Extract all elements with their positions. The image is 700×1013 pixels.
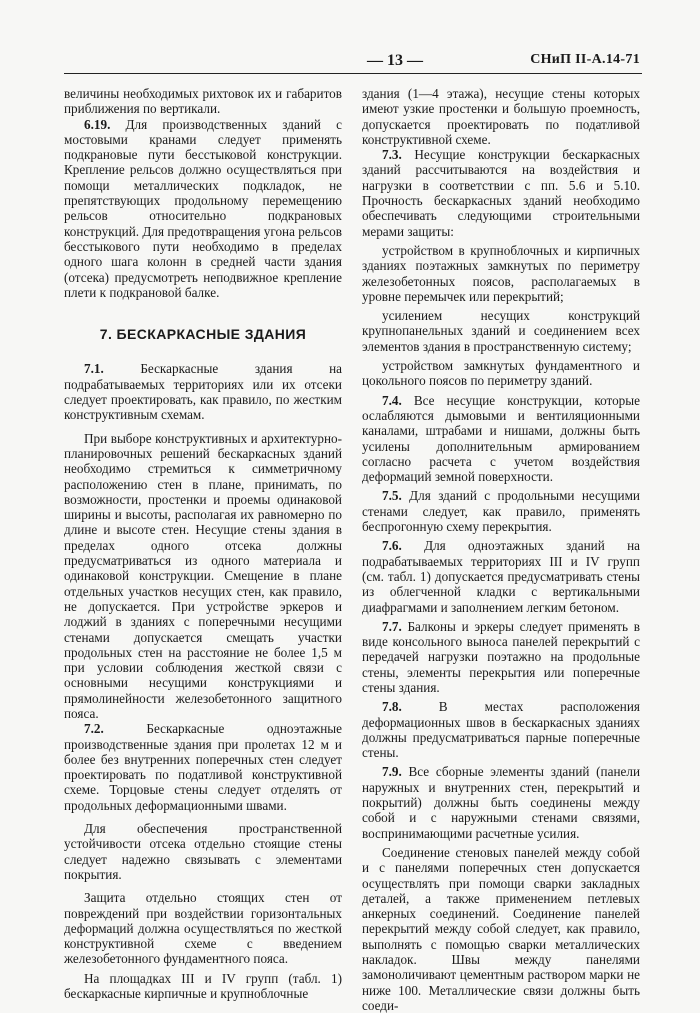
clause-text: Бескаркасные одноэтажные производственные здания при пролетах 12 м и более без внутренних поперечных стен следует проектировать по податливой конструктивной схеме. Торцовые стены следует отделять от продольных деформационными швами. xyxy=(64,721,342,813)
clause-7-4 xyxy=(362,393,640,485)
right-column xyxy=(362,86,640,1013)
clause-7-5 xyxy=(362,488,640,534)
clause-7-6 xyxy=(362,538,640,614)
clause-number: 7.5. xyxy=(382,488,402,504)
clause-number: 7.8. xyxy=(382,699,402,715)
clause-text: Все несущие конструкции, которые ослабляются дымовыми и вентиляционными каналами, штрабами и нишами, должны быть усилены дополнительным армированием согласно расчета с учетом воздействия деформаций земной поверхности. xyxy=(362,392,640,485)
section-title: 7. БЕСКАРКАСНЫЕ ЗДАНИЯ xyxy=(99,326,307,343)
clause-number: 7.3. xyxy=(382,147,402,163)
clause-number: 7.2. xyxy=(84,721,104,737)
clause-7-8 xyxy=(362,699,640,760)
paragraph: При выборе конструктивных и архитектурно-планировочных решений бескаркасных зданий необходимо стремиться к симметричному расположению стен в плане, принимать, по возможности, простенки и проемы одинаковой ширины и высоты, располагая их равномерно по длине и высоте стен. Несущие стены здания в пределах одного отсека должны предусматриваться из одного материала и одинаковой конструкции. Смещение в плане отдельных участков несущих стен, как правило, не допускается. При устройстве эркеров и лоджий в зданиях с поперечными несущими стенами допускается смещать участки продольных стен на расстояние не более 1,5 м при условии соблюдения жесткой связи с основными несущими конструкциями и прямолинейности железобетонного защитного пояса. xyxy=(64,430,342,721)
list-item: усилением несущих конструкций крупнопанельных зданий и соединением всех элементов здания в пространственную систему; xyxy=(362,308,640,354)
clause-number: 7.9. xyxy=(382,764,402,780)
paragraph: здания (1—4 этажа), несущие стены которых имеют узкие простенки и большую проемность, допускается проектировать по податливой конструктивной схеме. xyxy=(362,86,640,147)
clause-text: Бескаркасные здания на подрабатываемых территориях или их отсеки следует проектировать, как правило, по жестким конструктивным схемам. xyxy=(64,361,342,423)
document-code: СНиП II-А.14-71 xyxy=(530,52,640,67)
clause-text: Все сборные элементы зданий (панели наружных и внутренних стен, перекрытий и покрытий) должны быть соединены между собой и с наружными стенами связями, воспринимающими расчетные усилия. xyxy=(362,764,640,841)
clause-7-7 xyxy=(362,619,640,695)
clause-6-19 xyxy=(64,117,342,301)
header-rule xyxy=(64,73,642,74)
left-column xyxy=(64,86,342,1001)
page-header xyxy=(64,50,640,72)
clause-number: 7.4. xyxy=(382,392,402,408)
clause-number: 7.7. xyxy=(382,618,402,634)
paragraph: Соединение стеновых панелей между собой и с панелями поперечных стен допускается осуществлять при помощи сварки закладных деталей, а также применением петлевых анкерных соединений. Соединение панелей перекрытий между собой следует, как правило, выполнять с помощью сварки металлических накладок. Швы между панелями замоноличивают цементным раствором марки не ниже 100. Металлические связи должны быть соеди- xyxy=(362,844,640,1013)
clause-number: 7.6. xyxy=(382,538,402,554)
list-item: устройством замкнутых фундаментного и цокольного поясов по периметру зданий. xyxy=(362,358,640,389)
clause-text: Балконы и эркеры следует применять в виде консольного выноса панелей перекрытий с передачей нагрузки поэтажно на продольные стены, элементы перекрытия или поперечные стены здания. xyxy=(362,618,640,695)
clause-7-9 xyxy=(362,764,640,840)
page-number: — 13 — xyxy=(367,52,423,69)
list-item: устройством в крупноблочных и кирпичных зданиях поэтажных замкнутых по периметру железобетонных поясов, располагаемых в уровне перемычек или перекрытий; xyxy=(362,242,640,304)
clause-text: В местах расположения деформационных швов в бескаркасных зданиях должны предусматриваться парные поперечные стены. xyxy=(362,699,640,761)
paragraph: Защита отдельно стоящих стен от повреждений при воздействии горизонтальных деформаций должна осуществляться по жесткой конструктивной схеме с введением железобетонного фундаментного пояса. xyxy=(64,890,342,967)
paragraph: величины необходимых рихтовок их и габаритов приближения по вертикали. xyxy=(64,86,342,117)
clause-text: Для одноэтажных зданий на подрабатываемых территориях III и IV групп (см. табл. 1) допускается предусматривать стены из облегченной кладки с вертикальными диафрагмами и заполнением легким бетоном. xyxy=(362,538,640,615)
clause-text: Несущие конструкции бескаркасных зданий рассчитываются на воздействия и нагрузки в соответствии с пп. 5.6 и 5.10. Прочность бескаркасных зданий необходимо обеспечивать следующими строительными мерами защиты: xyxy=(362,147,640,239)
paragraph: Для обеспечения пространственной устойчивости отсека отдельно стоящие стены следует надежно связывать с элементами покрытия. xyxy=(64,821,342,882)
clause-7-1 xyxy=(64,361,342,422)
paragraph: На площадках III и IV групп (табл. 1) бескаркасные кирпичные и крупноблочные xyxy=(64,970,342,1002)
clause-text: Для зданий с продольными несущими стенами следует, как правило, применять беспрогонную схему перекрытия. xyxy=(362,488,640,535)
clause-7-3 xyxy=(362,147,640,239)
clause-number: 7.1. xyxy=(84,361,104,377)
clause-text: Для производственных зданий с мостовыми кранами следует применять подкрановые пути бесстыковой конструкции. Крепление рельсов должно осуществляться при помощи металлических подкладок, не препятствующих продольному перемещению рельсов относительно подкрановых конструкций. Для предотвращения угона рельсов бесстыкового пути необходимо в пределах одного шага колонн в средней части здания (отсека) предусмотреть неподвижное крепление плети к подкрановой балке. xyxy=(64,116,342,300)
clause-7-2 xyxy=(64,721,342,813)
clause-number: 6.19. xyxy=(84,116,111,132)
